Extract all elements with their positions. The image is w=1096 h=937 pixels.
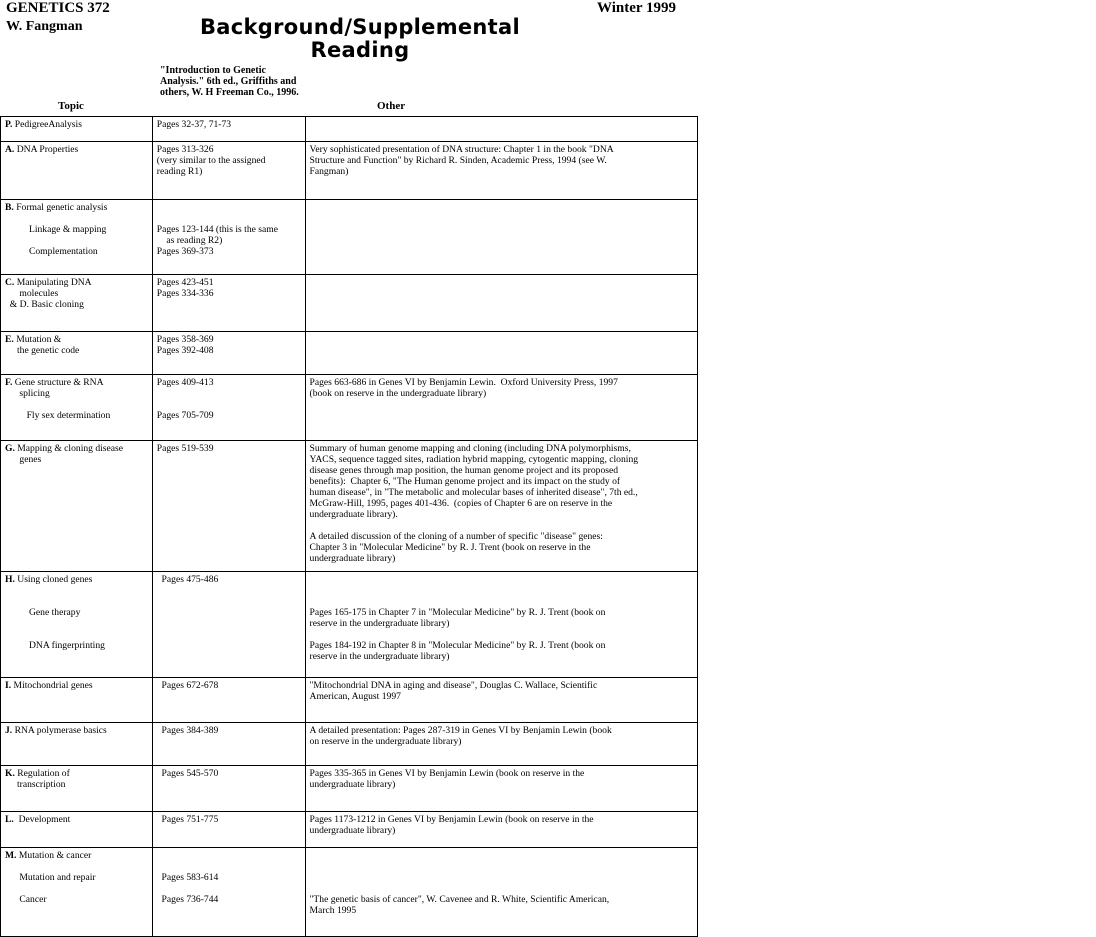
cell-line: Pages 165-175 in Chapter 7 in "Molecular Medicine" by R. J. Trent (book on (309, 607, 606, 618)
cell-line: Summary of human genome mapping and cloning (including DNA polymorphisms, (309, 443, 631, 454)
other-cell (305, 766, 697, 812)
topic-cell (1, 332, 153, 375)
cell-line: McGraw-Hill, 1995, pages 401-436. (copies of Chapter 6 are on reserve in the (309, 498, 613, 509)
cell-line: M. Mutation & cancer (5, 850, 92, 861)
cell-line (310, 585, 693, 596)
cell-line (5, 618, 148, 629)
other-cell (305, 812, 697, 848)
cell-line: A detailed discussion of the cloning of a number of specific "disease" genes: (309, 531, 603, 542)
cell-line: reading R1) (156, 166, 203, 177)
cell-line: undergraduate library). (309, 509, 398, 520)
topic-cell (1, 678, 153, 723)
topic-cell (1, 275, 153, 332)
cell-line: B. Formal genetic analysis (5, 202, 108, 213)
course-title: GENETICS 372 (6, 0, 110, 16)
cell-line: Pages 409-413 (156, 377, 214, 388)
textbook-cell (152, 441, 305, 572)
table-row (1, 572, 698, 678)
cell-line: A. DNA Properties (5, 144, 79, 155)
textbook-cell (152, 375, 305, 441)
cell-line: Pages 583-614 (156, 872, 219, 883)
table-row (1, 200, 698, 275)
cell-line: as reading R2) (156, 235, 223, 246)
cell-line (157, 202, 301, 213)
topic-cell (1, 812, 153, 848)
other-cell (305, 200, 697, 275)
cell-line: YACS, sequence tagged sites, radiation hybrid mapping, cytogentic mapping, cloning (309, 454, 639, 465)
cell-line (157, 883, 301, 894)
textbook-cell (152, 275, 305, 332)
cell-line: reserve in the undergraduate library) (309, 651, 450, 662)
other-cell (305, 332, 697, 375)
topic-cell (1, 441, 153, 572)
other-cell (305, 572, 697, 678)
table-row (1, 275, 698, 332)
cell-line: Linkage & mapping (5, 224, 107, 235)
cell-line: K. Regulation of (5, 768, 70, 779)
table-row (1, 441, 698, 572)
cell-line (310, 861, 693, 872)
cell-line: & D. Basic cloning (5, 299, 84, 310)
page-title (160, 16, 560, 62)
cell-line: J. RNA polymerase basics (5, 725, 107, 736)
textbook-cell (152, 142, 305, 200)
cell-line (5, 235, 148, 246)
cell-line (310, 883, 693, 894)
cell-line: Pages 123-144 (this is the same (156, 224, 278, 235)
cell-line (310, 872, 693, 883)
cell-line: Pages 184-192 in Chapter 8 in "Molecular Medicine" by R. J. Trent (book on (309, 640, 606, 651)
topic-cell (1, 117, 153, 142)
cell-line: Chapter 3 in "Molecular Medicine" by R. J. Trent (book on reserve in the (309, 542, 591, 553)
cell-line: genes (5, 454, 42, 465)
cell-line (310, 850, 693, 861)
cell-line: Pages 1173-1212 in Genes VI by Benjamin Lewin (book on reserve in the (309, 814, 594, 825)
cell-line: I. Mitochondrial genes (5, 680, 93, 691)
cell-line (5, 213, 148, 224)
table-row (1, 723, 698, 766)
cell-line (157, 850, 301, 861)
cell-line: Pages 423-451 (156, 277, 214, 288)
cell-line: Pages 519-539 (156, 443, 214, 454)
cell-line: undergraduate library) (309, 779, 396, 790)
cell-line: Pages 369-373 (156, 246, 214, 257)
cell-line: C. Manipulating DNA (5, 277, 92, 288)
cell-line: splicing (5, 388, 50, 399)
cell-line: (book on reserve in the undergraduate library) (309, 388, 487, 399)
textbook-cell (152, 678, 305, 723)
topic-cell (1, 723, 153, 766)
term-label: Winter 1999 (597, 0, 677, 16)
cell-line: Pages 384-389 (156, 725, 219, 736)
cell-line: E. Mutation & (5, 334, 62, 345)
title-line-1: Background/Supplemental (200, 15, 520, 39)
cell-line: A detailed presentation: Pages 287-319 in Genes VI by Benjamin Lewin (book (309, 725, 612, 736)
textbook-cell (152, 200, 305, 275)
cell-line: G. Mapping & cloning disease (5, 443, 124, 454)
cell-line (5, 585, 148, 596)
cell-line: Mutation and repair (5, 872, 96, 883)
textbook-cell (152, 723, 305, 766)
cell-line: the genetic code (5, 345, 80, 356)
cell-line (157, 388, 301, 399)
cell-line: Pages 545-570 (156, 768, 219, 779)
table-row (1, 117, 698, 142)
topic-cell (1, 848, 153, 937)
table-row (1, 766, 698, 812)
cell-line (310, 574, 693, 585)
cell-line: Pages 672-678 (156, 680, 219, 691)
cell-line: L. Development (5, 814, 71, 825)
cell-line (5, 883, 148, 894)
other-cell (305, 142, 697, 200)
cell-line: American, August 1997 (309, 691, 401, 702)
cell-line: Fangman) (309, 166, 349, 177)
column-header-textbook: "Introduction to Genetic Analysis." 6th ed., Griffiths and others, W. H Freeman Co., 1996. (160, 65, 299, 98)
instructor-name: W. Fangman (6, 19, 83, 34)
cell-line: molecules (5, 288, 59, 299)
cell-line: Very sophisticated presentation of DNA structure: Chapter 1 in the book "DNA (309, 144, 614, 155)
cell-line: Pages 335-365 in Genes VI by Benjamin Lewin (book on reserve in the (309, 768, 585, 779)
cell-line: Pages 705-709 (156, 410, 214, 421)
cell-line: undergraduate library) (309, 553, 396, 564)
cell-line: F. Gene structure & RNA (5, 377, 104, 388)
textbook-cell (152, 848, 305, 937)
textbook-cell (152, 572, 305, 678)
cell-line (5, 861, 148, 872)
cell-line: human disease", in "The metabolic and molecular bases of inherited disease", 7th ed., (309, 487, 638, 498)
other-cell (305, 848, 697, 937)
cell-line: H. Using cloned genes (5, 574, 93, 585)
cell-line: transcription (5, 779, 66, 790)
cell-line: "The genetic basis of cancer", W. Cavenee and R. White, Scientific American, (309, 894, 610, 905)
cell-line: March 1995 (309, 905, 357, 916)
table-row (1, 848, 698, 937)
table-row (1, 332, 698, 375)
other-cell (305, 723, 697, 766)
cell-line: Pages 334-336 (156, 288, 214, 299)
cell-line: P. PedigreeAnalysis (5, 119, 82, 130)
cell-line: DNA fingerprinting (5, 640, 105, 651)
topic-cell (1, 142, 153, 200)
other-cell (305, 441, 697, 572)
cell-line (310, 596, 693, 607)
cell-line: benefits): Chapter 6, "The Human genome project and its impact on the study of (309, 476, 621, 487)
cell-line (157, 399, 301, 410)
textbook-cell (152, 766, 305, 812)
title-line-2: Reading (310, 38, 410, 62)
textbook-cell (152, 332, 305, 375)
cell-line: Pages 475-486 (156, 574, 219, 585)
cell-line: on reserve in the undergraduate library) (309, 736, 462, 747)
cell-line: disease genes through map position, the human genome project and its proposed (309, 465, 619, 476)
other-cell (305, 117, 697, 142)
other-cell (305, 275, 697, 332)
cell-line (5, 399, 148, 410)
cell-line (5, 629, 148, 640)
cell-line: Fly sex determination (5, 410, 111, 421)
cell-line: reserve in the undergraduate library) (309, 618, 450, 629)
table-row (1, 678, 698, 723)
topic-cell (1, 766, 153, 812)
cell-line (157, 861, 301, 872)
table-row (1, 812, 698, 848)
reading-table (0, 116, 698, 937)
cell-line (157, 213, 301, 224)
cell-line: "Mitochondrial DNA in aging and disease", Douglas C. Wallace, Scientific (309, 680, 598, 691)
column-header-other: Other (377, 100, 406, 112)
cell-line: Pages 663-686 in Genes VI by Benjamin Lewin. Oxford University Press, 1997 (309, 377, 618, 388)
cell-line: Pages 736-744 (156, 894, 219, 905)
topic-cell (1, 375, 153, 441)
cell-line: Pages 313-326 (156, 144, 214, 155)
column-header-topic: Topic (58, 100, 84, 112)
cell-line (5, 596, 148, 607)
table-row (1, 142, 698, 200)
cell-line: Gene therapy (5, 607, 81, 618)
other-cell (305, 678, 697, 723)
other-cell (305, 375, 697, 441)
cell-line: Pages 358-369 (156, 334, 214, 345)
cell-line (310, 629, 693, 640)
textbook-cell (152, 812, 305, 848)
cell-line: undergraduate library) (309, 825, 396, 836)
topic-cell (1, 572, 153, 678)
cell-line (310, 520, 693, 531)
cell-line: (very similar to the assigned (156, 155, 266, 166)
cell-line: Cancer (5, 894, 47, 905)
textbook-cell (152, 117, 305, 142)
cell-line: Complementation (5, 246, 98, 257)
table-row (1, 375, 698, 441)
cell-line: Pages 751-775 (156, 814, 219, 825)
topic-cell (1, 200, 153, 275)
cell-line: Pages 32-37, 71-73 (156, 119, 232, 130)
cell-line: Structure and Function" by Richard R. Sinden, Academic Press, 1994 (see W. (309, 155, 607, 166)
cell-line: Pages 392-408 (156, 345, 214, 356)
